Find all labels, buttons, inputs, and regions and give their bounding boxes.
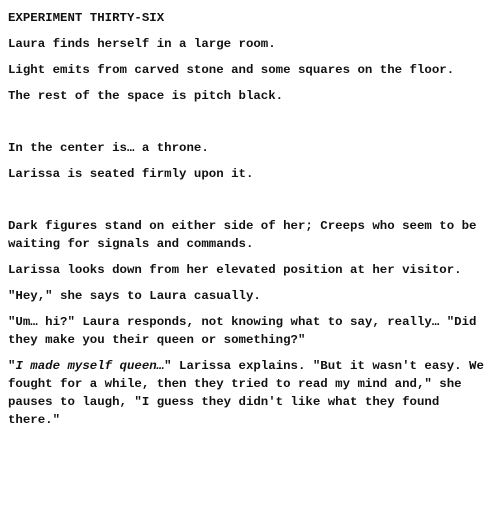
section-spacer — [8, 191, 494, 217]
document-page — [8, 9, 494, 437]
paragraph: Larissa is seated firmly upon it. — [8, 167, 254, 181]
document-title: EXPERIMENT THIRTY-SIX — [8, 11, 165, 25]
quote-open: " — [8, 359, 16, 373]
section-spacer — [8, 113, 494, 139]
paragraph — [8, 357, 494, 429]
paragraph: Laura finds herself in a large room. — [8, 37, 276, 51]
paragraph: "Um… hi?" Laura responds, not knowing what to say, really… "Did they make you their queen or something?" — [8, 315, 477, 347]
paragraph-rest: " Larissa explains. "But it wasn't easy. We fought for a while, then they tried to read my mind and," she pauses to laugh, "I guess they didn't like what they found there." — [8, 359, 484, 427]
paragraph: In the center is… a throne. — [8, 141, 209, 155]
paragraph: "Hey," she says to Laura casually. — [8, 289, 261, 303]
paragraph: Light emits from carved stone and some squares on the floor. — [8, 63, 455, 77]
paragraph: The rest of the space is pitch black. — [8, 89, 284, 103]
italic-quote: I made myself queen… — [15, 359, 165, 373]
paragraph: Dark figures stand on either side of her; Creeps who seem to be waiting for signals and commands. — [8, 219, 477, 251]
paragraph: Larissa looks down from her elevated position at her visitor. — [8, 263, 462, 277]
